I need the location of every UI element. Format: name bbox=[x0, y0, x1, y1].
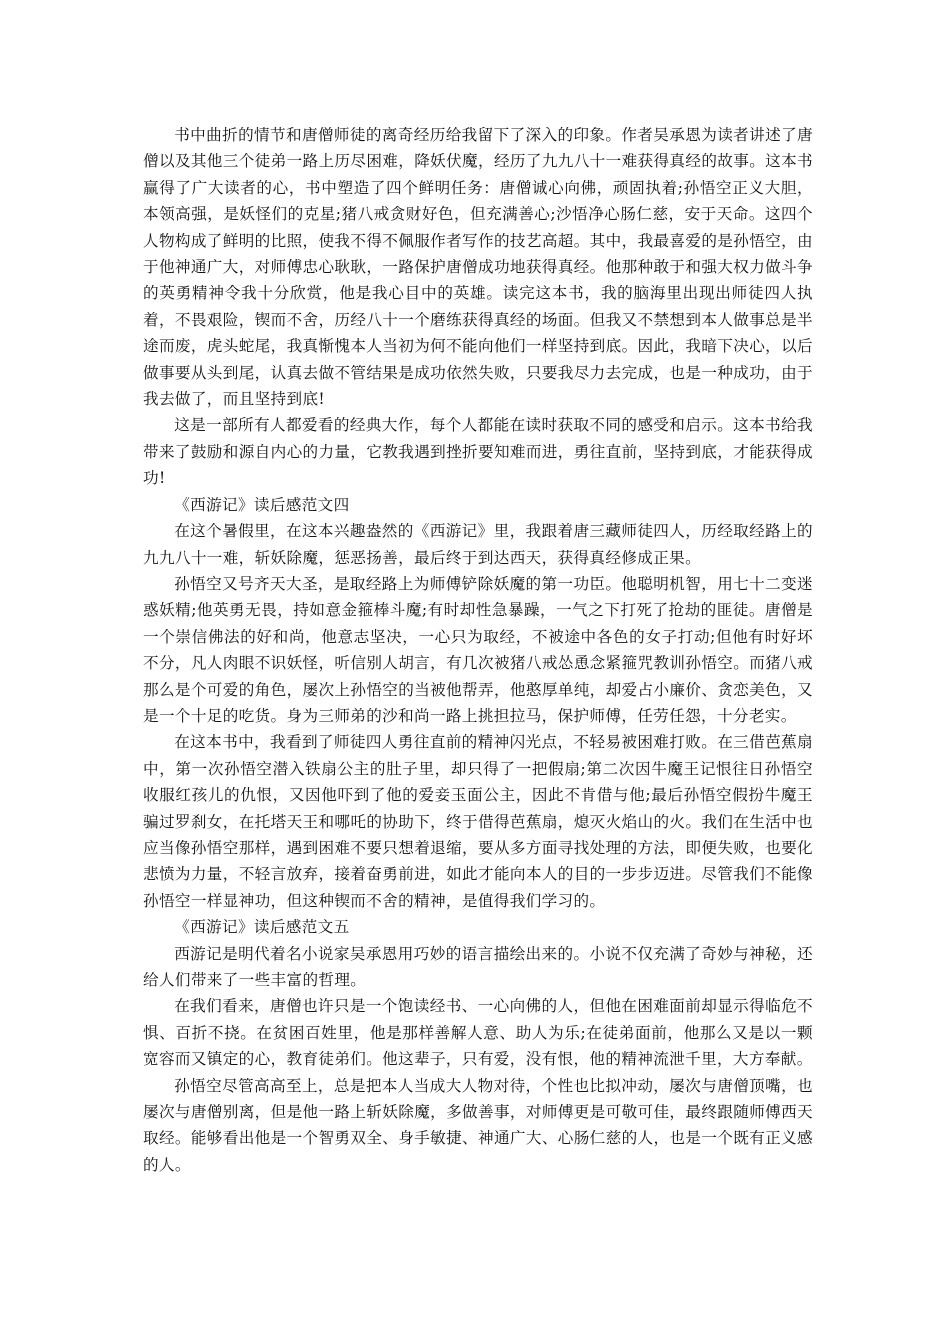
paragraph: 书中曲折的情节和唐僧师徒的离奇经历给我留下了深入的印象。作者吴承恩为读者讲述了唐僧以及其他三个徒弟一路上历尽困难，降妖伏魔，经历了九九八十一难获得真经的故事。这本书赢得了广大读者的心，书中塑造了四个鲜明任务：唐僧诚心向佛，顽固执着;孙悟空正义大胆，本领高强，是妖怪们的克星;猪八戒贪财好色，但充满善心;沙悟净心肠仁慈，安于天命。这四个人物构成了鲜明的比照，使我不得不佩服作者写作的技艺高超。其中，我最喜爱的是孙悟空，由于他神通广大，对师傅忠心耿耿，一路保护唐僧成功地获得真经。他那种敢于和强大权力做斗争的英勇精神令我十分欣赏，他是我心目中的英雄。读完这本书，我的脑海里出现出师徒四人执着，不畏艰险，锲而不舍，历经八十一个磨练获得真经的场面。但我又不禁想到本人做事总是半途而废，虎头蛇尾，我真惭愧本人当初为何不能向他们一样坚持到底。因此，我暗下决心，以后做事要从头到尾，认真去做不管结果是成功依然失败，只要我尽力去完成，也是一种成功，由于我去做了，而且坚持到底! bbox=[143, 126, 813, 409]
section-heading: 《西游记》读后感范文四 bbox=[174, 495, 350, 514]
section-heading: 《西游记》读后感范文五 bbox=[174, 918, 350, 937]
paragraph: 这是一部所有人都爱看的经典大作，每个人都能在读时获取不同的感受和启示。这本书给我带来了鼓励和源自内心的力量，它教我遇到挫折要知难而进，勇往直前，坚持到底，才能获得成功! bbox=[143, 416, 813, 488]
paragraph: 在我们看来，唐僧也许只是一个饱读经书、一心向佛的人，但他在困难面前却显示得临危不惧、百折不挠。在贫困百姓里，他是那样善解人意、助人为乐;在徒弟面前，他那么又是以一颗宽容而又镇定的心，教育徒弟们。他这辈子，只有爱，没有恨，他的精神流泄千里，大方奉献。 bbox=[143, 997, 813, 1069]
document-body bbox=[143, 122, 813, 1178]
paragraph: 西游记是明代着名小说家吴承恩用巧妙的语言描绘出来的。小说不仅充满了奇妙与神秘，还给人们带来了一些丰富的哲理。 bbox=[143, 944, 813, 989]
paragraph: 在这个暑假里，在这本兴趣盎然的《西游记》里，我跟着唐三藏师徒四人，历经取经路上的九九八十一难，斩妖除魔，惩恶扬善，最后终于到达西天，获得真经修成正果。 bbox=[143, 522, 813, 567]
paragraph: 孙悟空又号齐天大圣，是取经路上为师傅铲除妖魔的第一功臣。他聪明机智，用七十二变迷惑妖精;他英勇无畏，持如意金箍棒斗魔;有时却性急暴躁，一气之下打死了抢劫的匪徒。唐僧是一个崇信佛法的好和尚，他意志坚决，一心只为取经，不被途中各色的女子打动;但他有时好坏不分，凡人肉眼不识妖怪，听信别人胡言，有几次被猪八戒怂恿念紧箍咒教训孙悟空。而猪八戒那么是个可爱的角色，屡次上孙悟空的当被他帮弄，他憨厚单纯，却爱占小廉价、贪恋美色，又是一个十足的吃货。身为三师弟的沙和尚一路上挑担拉马，保护师傅，任劳任怨，十分老实。 bbox=[143, 574, 813, 725]
paragraph: 孙悟空尽管高高至上，总是把本人当成大人物对待，个性也比拟冲动，屡次与唐僧顶嘴，也屡次与唐僧别离，但是他一路上斩妖除魔，多做善事，对师傅更是可敬可佳，最终跟随师傅西天取经。能够看出他是一个智勇双全、身手敏捷、神通广大、心肠仁慈的人，也是一个既有正义感的人。 bbox=[143, 1076, 813, 1174]
paragraph: 在这本书中，我看到了师徒四人勇往直前的精神闪光点，不轻易被困难打败。在三借芭蕉扇中，第一次孙悟空潜入铁扇公主的肚子里，却只得了一把假扇;第二次因牛魔王记恨往日孙悟空收服红孩儿的仇恨，又因他吓到了他的爱妾玉面公主，因此不肯借与他;最后孙悟空假扮牛魔王骗过罗刹女，在托塔天王和哪吒的协助下，终于借得芭蕉扇，熄灭火焰山的火。我们在生活中也应当像孙悟空那样，遇到困难不要只想着退缩，要从多方面寻找处理的方法，即便失败，也要化悲愤为力量，不轻言放弃，接着奋勇前进，如此才能向本人的目的一步步迈进。尽管我们不能像孙悟空一样显神功，但这种锲而不舍的精神，是值得我们学习的。 bbox=[143, 733, 813, 910]
